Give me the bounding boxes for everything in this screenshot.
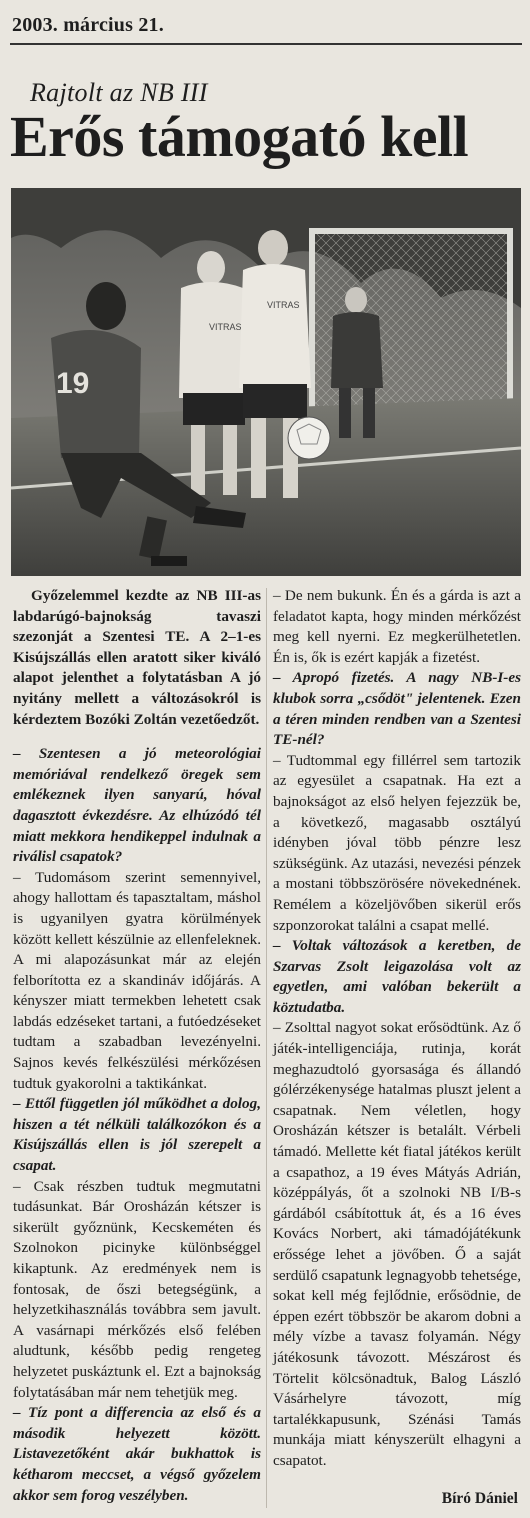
dateline: 2003. március 21. (12, 14, 164, 36)
article-kicker: Rajtolt az NB III (30, 78, 208, 107)
answer-paragraph: – Csak részben tudtuk megmutatni tudásunkat. Bár Orosházán kétszer is sikerült győznünk, Kecskeméten és Szolnokon picinyke különbséggel kikaptunk. Az eredmények nem is fontosak, de őszi betegségünk, a helyzetkihasználás továbbra sem javult. A vasárnapi mérkőzés első felében aludtunk, később pedig rengeteg helyzetet puskáztunk el. Ezt a bajnokság folytatásában már nem tehetjük meg. (13, 1177, 261, 1401)
lead-paragraph: Győzelemmel kezdte az NB III-as labdarúgó-bajnokság tavaszi szezonját a Szentesi TE. A 2–1-es Kisújszállás ellen aratott siker kiváló alapot jelenthet a folytatásban A jó nyitány mellett a változásokról is kérdeztem Bozóki Zoltán vezetőedzőt. (13, 587, 261, 728)
left-column (13, 586, 261, 1506)
article-headline: Erős támogató kell (10, 104, 469, 169)
answer-paragraph: – Zsolttal nagyot sokat erősödtünk. Az ő játék-intelligenciája, rutinja, korát meghazudtoló gyorsasága és állandó gólérzékenysége hatalmas pluszt jelent a csapatnak. Nem véletlen, hogy Orosházán kétszer is betalált. Vérbeli támadó. Mellette két fiatal játékos került a csapathoz, a 19 éves Mátyás Adrián, középpályás, őt a szolnoki NB I/B-s gárdából csábítottuk át, és a 16 éves Kovács Norbert, aki támadójátékunk erőssége lehet a jövőben. Ő a saját serdülő csapatunk legnagyobb tehetsége, sokat kell még fejlődnie, erősödnie, de éppen ezért többször be akarom dobni a mély vízbe a tavasz folyamán. Négy játékosunk távozott. Mészárost és Törtelit kölcsönadtuk, Balog László Vásárhelyre távozott, míg tartalékkapusunk, Szénási Tamás munkája miatt kényszerült elhagyni a csapatot. (273, 1019, 521, 1469)
question-paragraph: – Szentesen a jó meteorológiai memóriával rendelkező öregek sem emlékeznek ilyen sanyarú, hóval dagasztott évkezdésre. Az elhúzódó tél miatt mekkora hendikeppel indulnak a riválisl csapatok? (13, 745, 261, 866)
answer-paragraph: – Tudomásom szerint semennyivel, ahogy hallottam és tapasztaltam, máshol is ugyanilyen gyatra körülmények között kellett készülnie az ellenfeleknek. A mi alapozásunkat már az elején felborította ez a skandináv időjárás. A kényszer miatt termekben lehetett csak labdás edzéseket tartani, a futóedzéseket tudtam a szabadban levezényelni. Sajnos kevés felkészülési mérkőzésen tudtuk gyakorolni a taktikánkat. (13, 868, 261, 1092)
top-rule (10, 43, 522, 45)
answer-paragraph: – Tudtommal egy fillérrel sem tartozik az egyesület a csapatnak. Ha ezt a bajnokságot az első helyen fejezzük be, a következő, magasabb osztályú idényben jóval több pénzre lesz szükségünk. Az utazási, nevezési pénzek a mostani többszörösére növekednének. Remélem a közeljövőben sikerül erős szponzorokat találni a csapat mellé. (273, 751, 521, 934)
question-paragraph: – Tíz pont a differencia az első és a második helyezett között. Listavezetőként akár bukhattok is kétharom meccset, a végső győzelem akkor sem forog veszélyben. (13, 1404, 261, 1504)
question-paragraph: – Ettől független jól működhet a dolog, hiszen a tét nélküli találkozókon és a Kisújszállás ellen is jól szerepelt a csapat. (13, 1095, 261, 1175)
question-paragraph: – Voltak változások a keretben, de Szarvas Zsolt leigazolása volt az egyetlen, ami valóban bekerült a köztudatba. (273, 937, 521, 1016)
right-column (273, 586, 521, 1472)
shirt-number: 19 (56, 367, 90, 400)
sponsor-text-1: VITRAS (209, 322, 242, 332)
author-byline: Bíró Dániel (441, 1490, 518, 1507)
sponsor-text-2: VITRAS (267, 300, 300, 310)
question-paragraph: – Apropó fizetés. A nagy NB-I-es klubok sorra „csődöt" jelentenek. Ezen a téren minden rendben van a Szentesi TE-nél? (273, 669, 521, 749)
column-divider (266, 588, 267, 1508)
answer-paragraph: – De nem bukunk. Én és a gárda is azt a feladatot kapta, hogy minden mérkőzést meg kell nyerni. Ez megkerülhetetlen. Én is, ők is ezért kapják a fizetést. (273, 587, 521, 666)
article-photo (11, 188, 521, 576)
